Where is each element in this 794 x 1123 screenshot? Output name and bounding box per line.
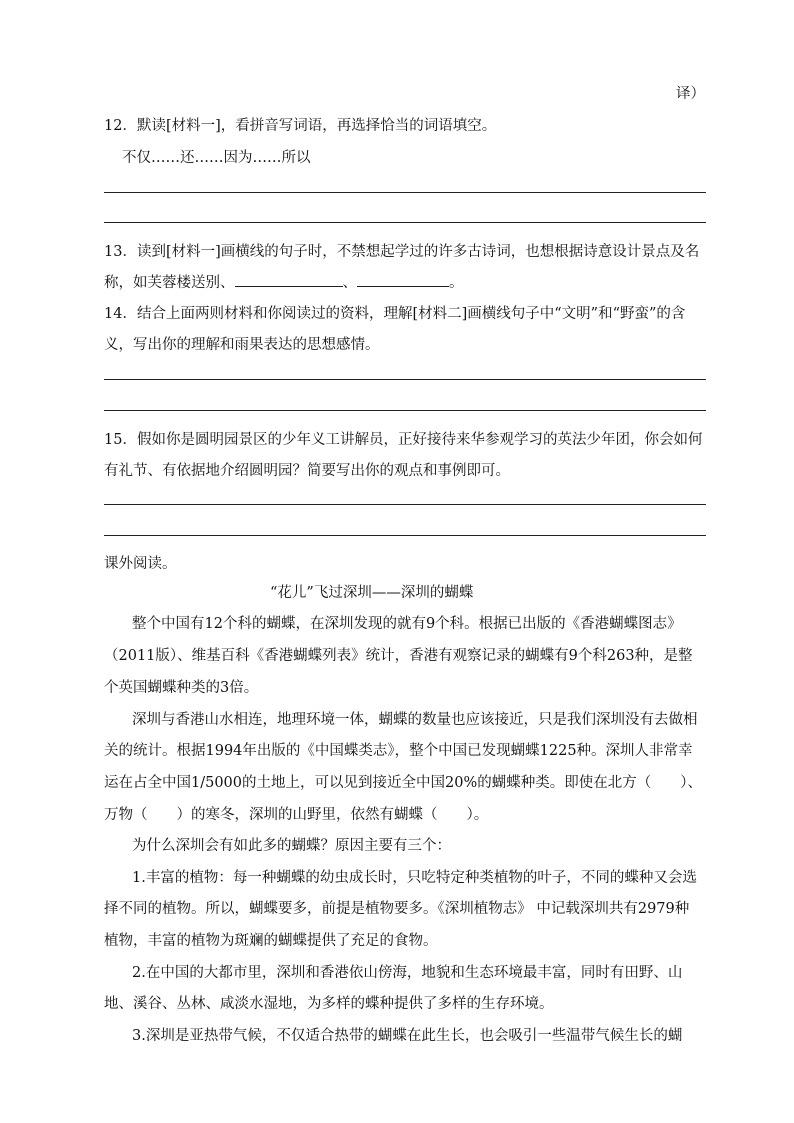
paragraph-5-line: 2.在中国的大都市里，深圳和香港依山傍海，地貌和生态环境最丰富，同时有田野、山 bbox=[132, 965, 683, 981]
paragraph-2-line: 关的统计。根据1994年出版的《中国蝶类志》，整个中国已发现蝴蝶1225种。深圳人非常幸 bbox=[104, 743, 693, 759]
separator: 、 bbox=[342, 275, 357, 291]
fill-blank[interactable] bbox=[235, 272, 343, 287]
question-13-line2 bbox=[104, 271, 464, 292]
paragraph-2-line: 运在占全中国1/5000的土地上，可以见到接近全中国20%的蝴蝶种类。即使在北方（ ）、 bbox=[104, 775, 702, 791]
paragraph-4-line: 1.丰富的植物：每一种蝴蝶的幼虫成长时，只吃特定种类植物的叶子，不同的蝶种又会选 bbox=[132, 870, 697, 886]
paragraph-1-line: 整个中国有12个科的蝴蝶，在深圳发现的就有9个科。根据已出版的《香港蝴蝶图志》 bbox=[132, 616, 682, 632]
question-14-line1: 14．结合上面两则材料和你阅读过的资料，理解[材料二]画横线句子中“文明”和“野蛮”的含 bbox=[104, 306, 686, 322]
answer-line[interactable] bbox=[104, 379, 706, 380]
question-15-line1: 15．假如你是圆明园景区的少年义工讲解员，正好接待来华参观学习的英法少年团，你会如何 bbox=[104, 432, 703, 448]
paragraph-1-line: （2011版）、维基百科《香港蝴蝶列表》统计，香港有观察记录的蝴蝶有9个科263种，是整 bbox=[104, 648, 693, 664]
section-label: 课外阅读。 bbox=[104, 556, 177, 572]
paragraph-4-line: 植物，丰富的植物为斑斓的蝴蝶提供了充足的食物。 bbox=[104, 933, 438, 949]
paragraph-3: 为什么深圳会有如此多的蝴蝶？原因主要有三个： bbox=[132, 838, 451, 854]
question-15-line2: 有礼节、有依据地介绍圆明园？简要写出你的观点和事例即可。 bbox=[104, 463, 510, 479]
fill-blank[interactable] bbox=[357, 272, 449, 287]
paragraph-1-line: 个英国蝴蝶种类的3倍。 bbox=[104, 680, 259, 696]
continued-text-fragment: 译） bbox=[676, 86, 705, 102]
answer-line[interactable] bbox=[104, 504, 706, 505]
reading-title: “花儿”飞过深圳——深圳的蝴蝶 bbox=[270, 585, 474, 601]
answer-line[interactable] bbox=[104, 222, 706, 223]
answer-line[interactable] bbox=[104, 192, 706, 193]
question-12: 12．默读[材料一]，看拼音写词语，再选择恰当的词语填空。 bbox=[104, 118, 497, 134]
answer-line[interactable] bbox=[104, 410, 706, 411]
question-12-options: 不仅……还……因为……所以 bbox=[122, 150, 311, 166]
paragraph-2-line: 万物（ ）的寒冬，深圳的山野里，依然有蝴蝶（ ）。 bbox=[104, 807, 489, 823]
paragraph-4-line: 择不同的植物。所以，蝴蝶要多，前提是植物要多。《深圳植物志》 中记载深圳共有2979种 bbox=[104, 901, 690, 917]
end-mark: 。 bbox=[449, 275, 464, 291]
question-14-line2: 义，写出你的理解和雨果表达的思想感情。 bbox=[104, 337, 380, 353]
question-13-prefix: 称，如芙蓉楼送别、 bbox=[104, 275, 235, 291]
paragraph-2-line: 深圳与香港山水相连，地理环境一体，蝴蝶的数量也应该接近，只是我们深圳没有去做相 bbox=[132, 712, 698, 728]
answer-line[interactable] bbox=[104, 535, 706, 536]
paragraph-6: 3.深圳是亚热带气候，不仅适合热带的蝴蝶在此生长，也会吸引一些温带气候生长的蝴 bbox=[132, 1028, 683, 1044]
question-13-line1: 13．读到[材料一]画横线的句子时，不禁想起学过的许多古诗词，也想根据诗意设计景点及名 bbox=[104, 244, 700, 260]
paragraph-5-line: 地、溪谷、丛林、咸淡水湿地，为多样的蝶种提供了多样的生存环境。 bbox=[104, 996, 554, 1012]
